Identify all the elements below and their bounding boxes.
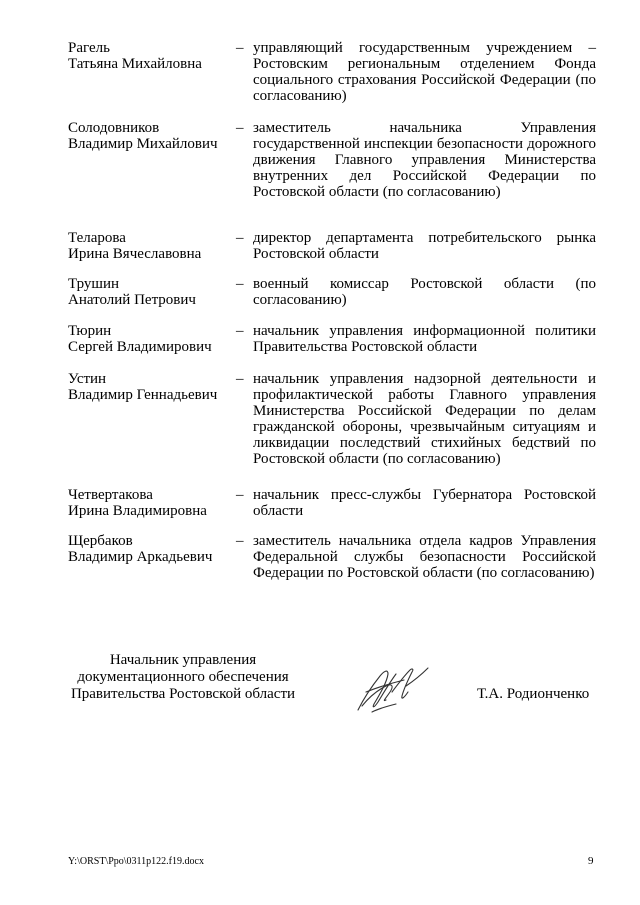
member-given-names: Ирина Владимировна bbox=[68, 503, 207, 519]
member-name bbox=[68, 120, 233, 152]
dash: – bbox=[236, 276, 244, 292]
member-given-names: Татьяна Михайловна bbox=[68, 56, 202, 72]
member-given-names: Анатолий Петрович bbox=[68, 292, 196, 308]
member-surname: Теларова bbox=[68, 230, 126, 246]
member-role: директор департамента потребительского рынка Ростовской области bbox=[253, 230, 596, 262]
file-path: Y:\ORST\Ppo\0311p122.f19.docx bbox=[68, 856, 204, 867]
dash: – bbox=[236, 371, 244, 387]
member-name bbox=[68, 40, 233, 72]
handwritten-signature bbox=[352, 662, 434, 718]
member-surname: Щербаков bbox=[68, 533, 133, 549]
signatory-title bbox=[68, 652, 298, 703]
member-surname: Солодовников bbox=[68, 120, 160, 136]
member-name bbox=[68, 230, 233, 262]
member-surname: Тюрин bbox=[68, 323, 112, 339]
dash: – bbox=[236, 487, 244, 503]
member-name bbox=[68, 533, 233, 565]
member-name bbox=[68, 371, 233, 403]
member-surname: Трушин bbox=[68, 276, 119, 292]
member-given-names: Ирина Вячеславовна bbox=[68, 246, 202, 262]
member-surname: Четвертакова bbox=[68, 487, 153, 503]
signatory-title-line: Начальник управления bbox=[109, 652, 257, 668]
member-role: военный комиссар Ростовской области (по согласованию) bbox=[253, 276, 596, 308]
dash: – bbox=[236, 120, 244, 136]
member-role: начальник управления информационной политики Правительства Ростовской области bbox=[253, 323, 596, 355]
signer-name: Т.А. Родионченко bbox=[477, 686, 590, 702]
member-role: заместитель начальника Управления государственной инспекции безопасности дорожного движения Главного управления Министерства внутренних дел Российской Федерации по Ростовской области (по согласованию) bbox=[253, 120, 596, 200]
member-surname: Устин bbox=[68, 371, 107, 387]
member-role: заместитель начальника отдела кадров Управления Федеральной службы безопасности Российской Федерации по Ростовской области (по согласованию) bbox=[253, 533, 596, 581]
page-number: 9 bbox=[588, 855, 594, 867]
member-given-names: Сергей Владимирович bbox=[68, 339, 212, 355]
member-given-names: Владимир Геннадьевич bbox=[68, 387, 218, 403]
dash: – bbox=[236, 533, 244, 549]
member-surname: Рагель bbox=[68, 40, 110, 56]
dash: – bbox=[236, 323, 244, 339]
member-role: управляющий государственным учреждением – Ростовским региональным отделением Фонда социального страхования Российской Федерации (по согласованию) bbox=[253, 40, 596, 104]
signatory-title-line: Правительства Ростовской области bbox=[70, 686, 296, 702]
member-name bbox=[68, 276, 233, 308]
dash: – bbox=[236, 230, 244, 246]
member-given-names: Владимир Михайлович bbox=[68, 136, 218, 152]
member-role: начальник управления надзорной деятельности и профилактической работы Главного управления Министерства Российской Федерации по делам гражданской обороны, чрезвычайным ситуациям и ликвидации последствий стихийных бедствий по Ростовской области (по согласованию) bbox=[253, 371, 596, 467]
member-given-names: Владимир Аркадьевич bbox=[68, 549, 213, 565]
member-name bbox=[68, 487, 233, 519]
signatory-title-line: документационного обеспечения bbox=[77, 669, 289, 685]
member-name bbox=[68, 323, 233, 355]
member-role: начальник пресс-службы Губернатора Ростовской области bbox=[253, 487, 596, 519]
dash: – bbox=[236, 40, 244, 56]
